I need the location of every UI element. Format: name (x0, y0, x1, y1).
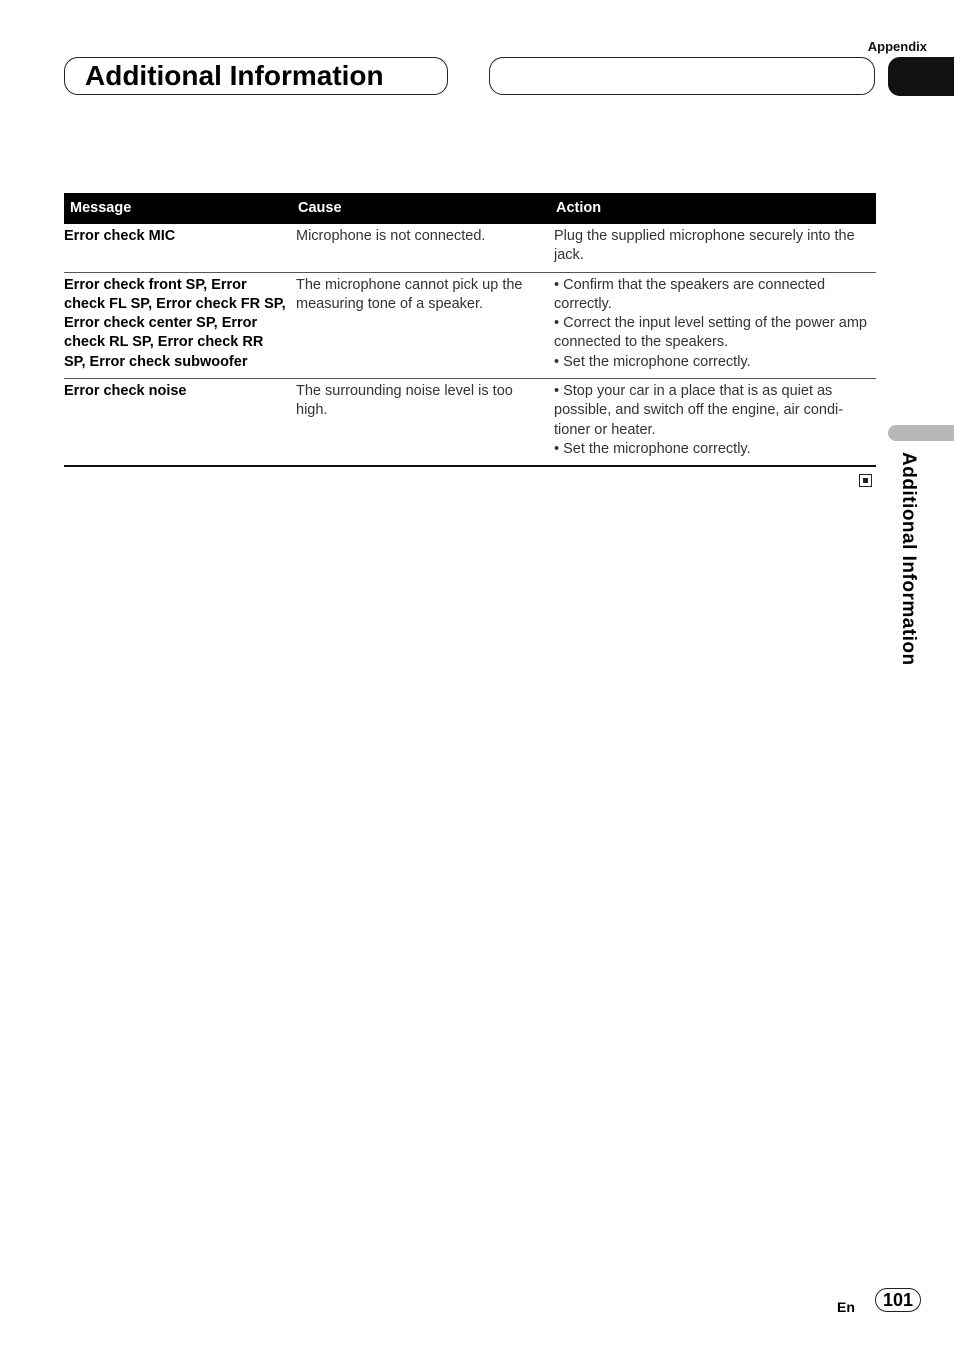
error-message-table (64, 193, 876, 467)
column-header-action: Action (554, 193, 876, 224)
action-line: • Confirm that the speakers are connected correctly. (554, 276, 826, 312)
column-header-message: Message (64, 193, 296, 224)
message-cell: Error check noise (64, 379, 296, 467)
table-row (64, 379, 876, 467)
cause-cell: Microphone is not connected. (296, 224, 554, 272)
page-title: Additional Information (64, 57, 448, 95)
column-header-cause: Cause (296, 193, 554, 224)
table-header-row (64, 193, 876, 224)
language-label: En (837, 1299, 855, 1315)
action-cell (554, 379, 876, 467)
action-line: • Set the microphone correctly. (554, 440, 751, 457)
cause-cell: The surrounding noise level is too high. (296, 379, 554, 467)
page-number: 101 (875, 1288, 921, 1312)
action-cell (554, 272, 876, 378)
table-row (64, 224, 876, 272)
side-tab-marker (888, 425, 954, 441)
action-line: • Correct the input level setting of the power amp connected to the speakers. (554, 315, 867, 351)
action-line: • Stop your car in a place that is as quiet as possible, and switch off the engine, air condi-tioner or heater. (554, 383, 844, 438)
table-row (64, 272, 876, 378)
header-right-box (489, 57, 875, 95)
side-tab-label: Additional Information (898, 452, 919, 666)
message-cell: Error check front SP, Error check FL SP, Error check FR SP, Error check center SP, Error check RL SP, Error check RR SP, Error check subwoofer (64, 272, 296, 378)
action-cell: Plug the supplied microphone securely into the jack. (554, 224, 876, 272)
message-cell: Error check MIC (64, 224, 296, 272)
cause-cell: The microphone cannot pick up the measuring tone of a speaker. (296, 272, 554, 378)
section-tab-marker (888, 57, 954, 96)
action-line: • Set the microphone correctly. (554, 353, 751, 370)
end-of-section-icon (859, 474, 872, 487)
appendix-label: Appendix (867, 39, 927, 54)
